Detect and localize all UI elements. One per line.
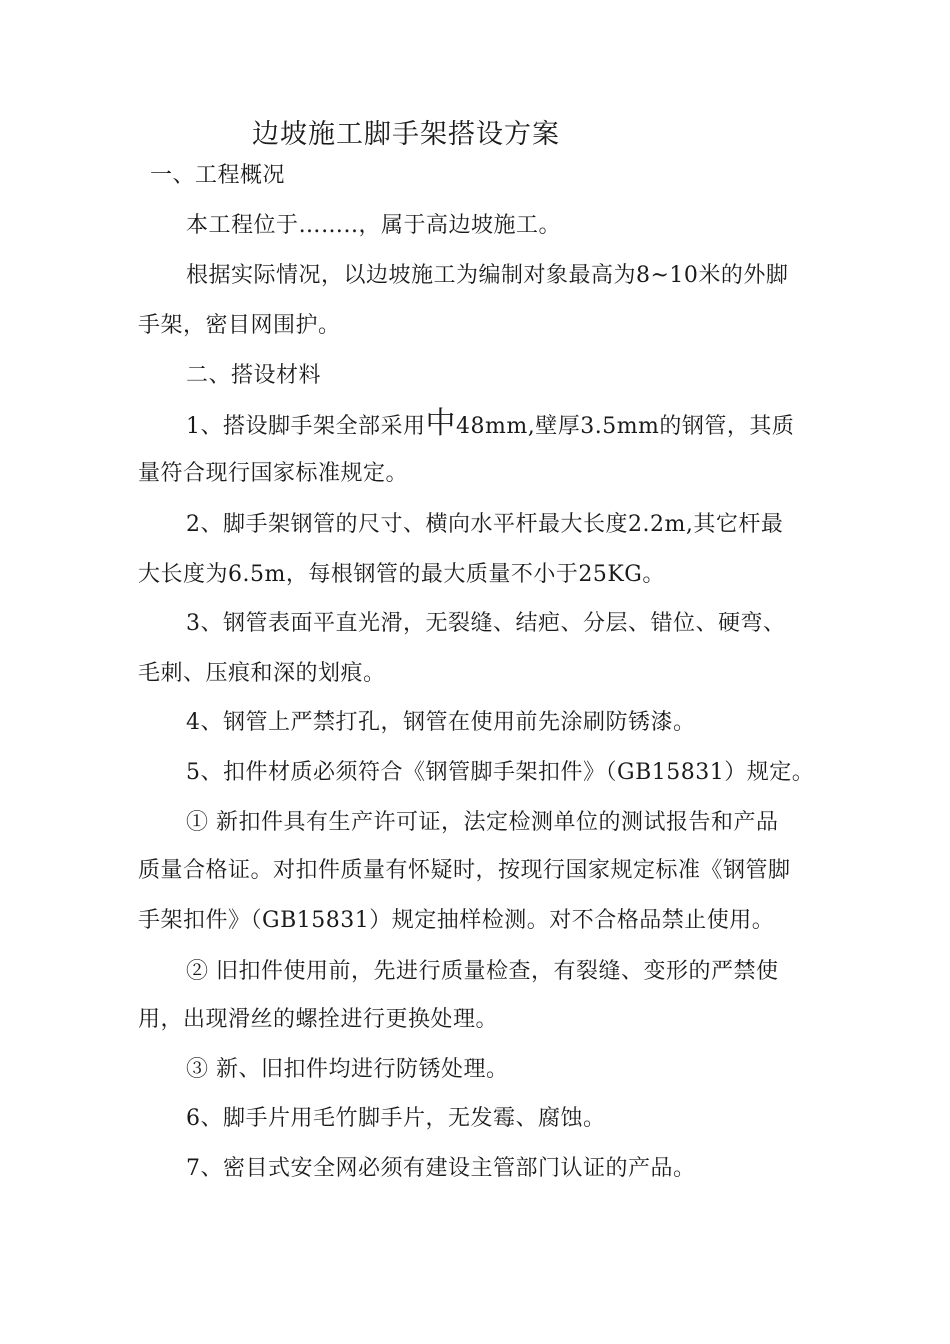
sub-item-2-line2: 用，出现滑丝的螺拴进行更换处理。 — [138, 1007, 499, 1032]
section-heading-overview: 一、工程概况 — [150, 163, 286, 188]
sub-item-2-line1: ② 旧扣件使用前，先进行质量检查，有裂缝、变形的严禁使 — [186, 959, 779, 984]
item-1-text-b: 48mm,壁厚3.5mm的钢管，其质 — [456, 414, 795, 439]
sub-item-3: ③ 新、旧扣件均进行防锈处理。 — [186, 1057, 509, 1082]
item-3-line2: 毛刺、压痕和深的划痕。 — [138, 661, 386, 686]
item-3-line1: 3、钢管表面平直光滑，无裂缝、结疤、分层、错位、硬弯、 — [186, 611, 786, 636]
section-heading-materials: 二、搭设材料 — [186, 363, 322, 388]
item-2-line1: 2、脚手架钢管的尺寸、横向水平杆最大长度2.2m,其它杆最 — [186, 512, 784, 537]
diameter-symbol: 中 — [425, 406, 456, 441]
item-1-line1 — [186, 406, 795, 442]
item-5: 5、扣件材质必须符合《钢管脚手架扣件》（GB15831）规定。 — [186, 760, 815, 785]
item-1-text-a: 1、搭设脚手架全部采用 — [186, 414, 426, 439]
item-2-line2: 大长度为6.5m，每根钢管的最大质量不小于25KG。 — [138, 562, 665, 587]
paragraph-location: 本工程位于……..，属于高边坡施工。 — [186, 213, 561, 238]
item-1-line2: 量符合现行国家标准规定。 — [138, 461, 409, 486]
sub-item-1-line2: 质量合格证。对扣件质量有怀疑时，按现行国家规定标准《钢管脚 — [138, 858, 791, 883]
paragraph-scope-line1: 根据实际情况，以边坡施工为编制对象最高为8~10米的外脚 — [186, 263, 789, 288]
document-title: 边坡施工脚手架搭设方案 — [252, 119, 560, 150]
sub-item-1-line3: 手架扣件》（GB15831）规定抽样检测。对不合格品禁止使用。 — [138, 908, 775, 933]
sub-item-1-line1: ① 新扣件具有生产许可证，法定检测单位的测试报告和产品 — [186, 810, 779, 835]
item-4: 4、钢管上严禁打孔，钢管在使用前先涂刷防锈漆。 — [186, 710, 696, 735]
item-7: 7、密目式安全网必须有建设主管部门认证的产品。 — [186, 1156, 696, 1181]
paragraph-scope-line2: 手架，密目网围护。 — [138, 313, 341, 338]
item-6: 6、脚手片用毛竹脚手片，无发霉、腐蚀。 — [186, 1106, 606, 1131]
